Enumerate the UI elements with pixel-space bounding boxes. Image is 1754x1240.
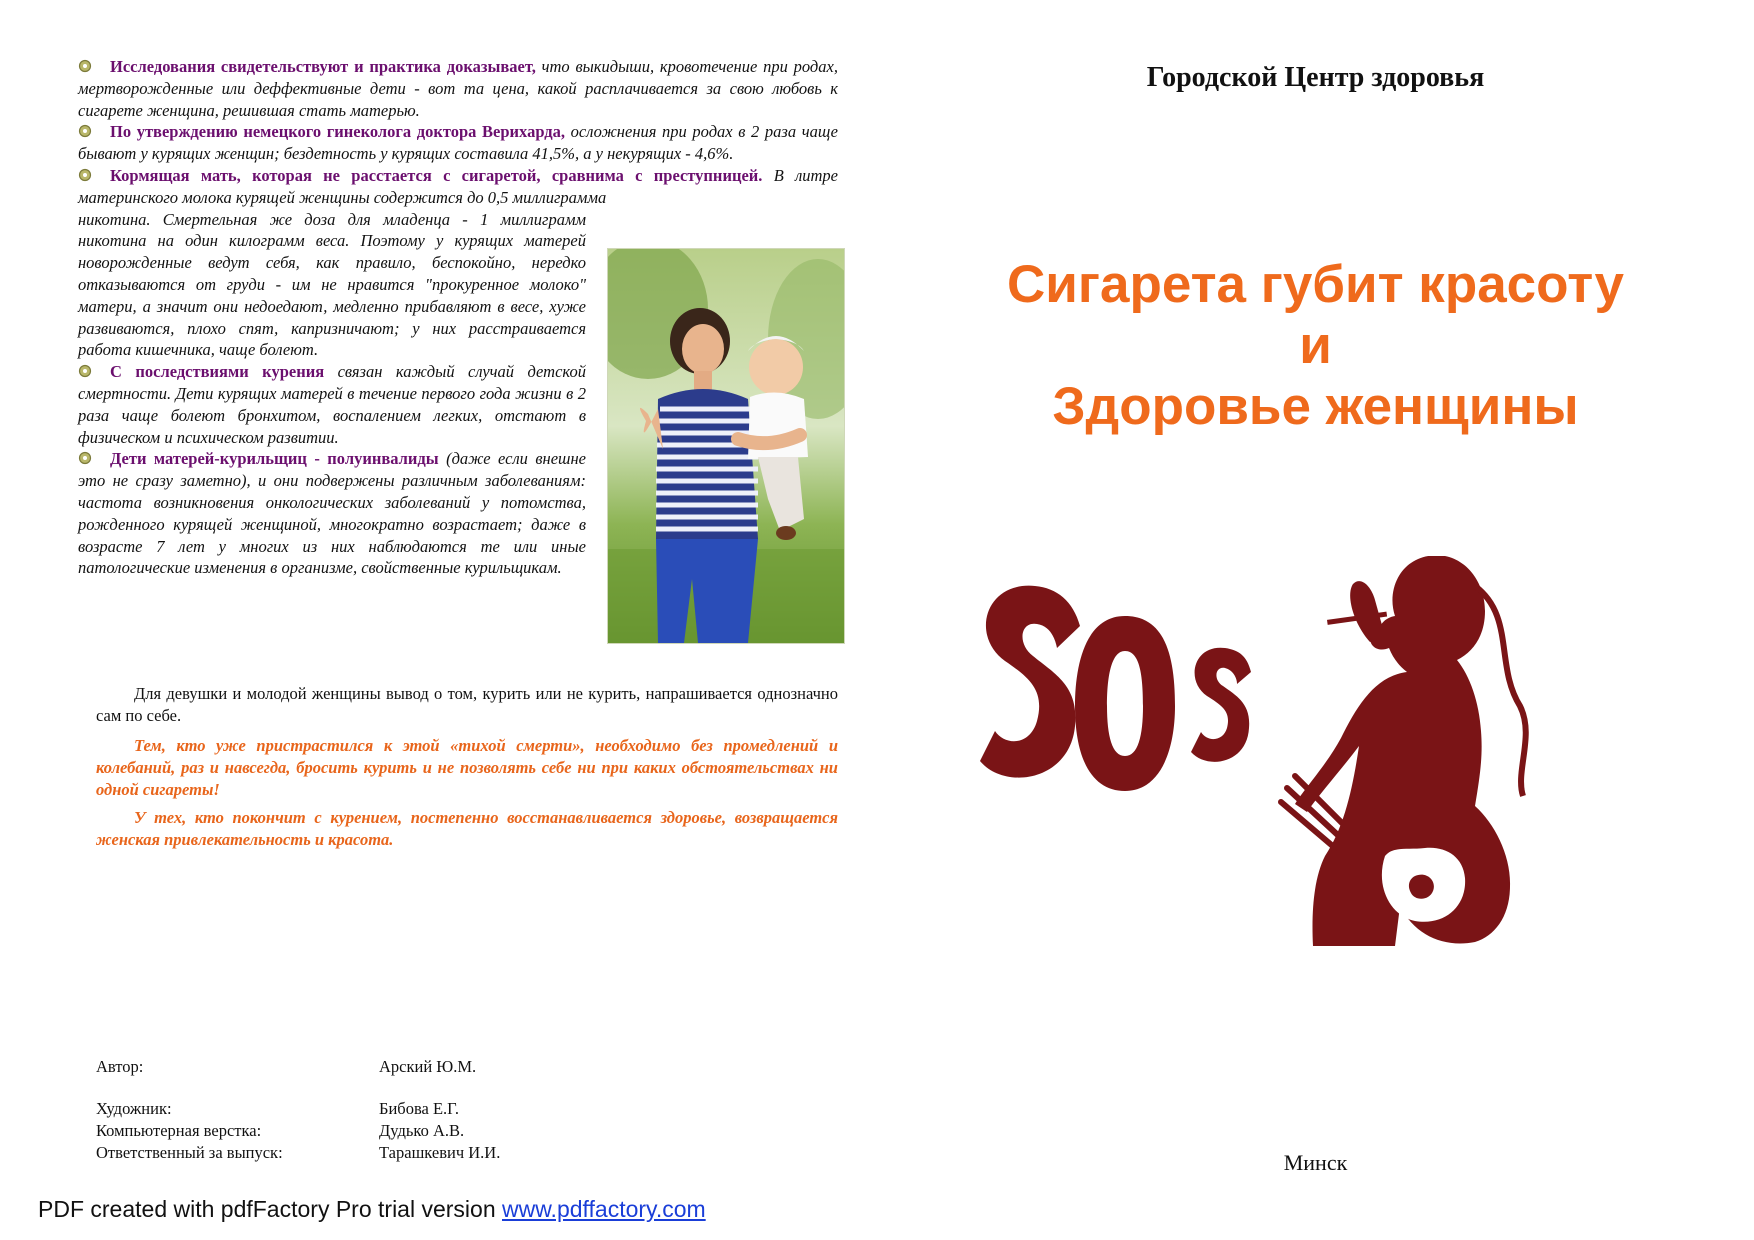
title-line: и <box>1299 316 1332 375</box>
credit-value: Арский Ю.М. <box>379 1057 477 1076</box>
mother-child-illustration <box>608 249 844 643</box>
credits-block <box>96 1056 736 1164</box>
bullet-marker-icon <box>78 168 92 182</box>
bullet-marker-icon <box>78 451 92 465</box>
credit-row <box>96 1142 736 1164</box>
credit-label: Ответственный за выпуск: <box>96 1143 283 1162</box>
bullet-marker-icon <box>78 364 92 378</box>
footer-text: PDF created with pdfFactory Pro trial version <box>38 1196 502 1222</box>
mother-child-photo <box>607 248 845 644</box>
sos-logo <box>975 556 1535 1006</box>
pdffactory-link[interactable]: www.pdffactory.com <box>502 1196 706 1222</box>
credit-label: Компьютерная верстка: <box>96 1121 262 1140</box>
appeal-paragraph-2: У тех, кто покончит с курением, постепенно восстанавливается здоровье, возвращается женская привлекательность и красота. <box>96 807 838 849</box>
title-line: Здоровье женщины <box>1052 377 1579 436</box>
bullet-text: (даже если внешне это не сразу заметно), и они подвержены различным заболеваниям: частота возникновения онкологических заболеваний у потомства, рожденного курящей женщиной, многократно возрастает; даже в возрасте 7 лет у многих из них наблюдаются те или иные патологические изменения в организме, свойственные курильщикам. <box>78 449 587 578</box>
credit-row <box>96 1098 736 1120</box>
credit-value: Тарашкевич И.И. <box>379 1143 501 1162</box>
brochure-title <box>877 254 1754 437</box>
credit-value: Дудько А.В. <box>379 1121 465 1140</box>
credit-value: Бибова Е.Г. <box>379 1099 459 1118</box>
right-page <box>877 0 1754 1240</box>
bullet-item <box>78 165 838 209</box>
bullet-marker-icon <box>78 124 92 138</box>
bullet-continuation <box>78 209 586 362</box>
bullet-item <box>78 56 838 121</box>
bullet-text: связан каждый случай детской смертности. Дети курящих матерей в течение первого года жизни в 2 раза чаще болеют бронхитом, воспалением легких, отстают в физическом и психическом развитии. <box>78 362 586 447</box>
bullet-item <box>78 121 838 165</box>
credit-label: Художник: <box>96 1099 172 1118</box>
pdf-footer <box>38 1196 706 1223</box>
bullet-item <box>78 361 586 448</box>
credit-label: Автор: <box>96 1057 144 1076</box>
credit-row <box>96 1056 736 1078</box>
appeal-paragraph-1: Тем, кто уже пристрастился к этой «тихой смерти», необходимо без промедлений и колебаний, раз и навсегда, бросить курить и не позволять себе ни при каких обстоятельствах ни одной сигареты! <box>96 735 838 799</box>
sos-smoking-woman-art <box>975 556 1535 1006</box>
conclusion-paragraph: Для девушки и молодой женщины вывод о том, курить или не курить, напрашивается однозначно сам по себе. <box>96 683 838 725</box>
bullet-text: осложнения при родах в 2 раза чаще бывают у курящих женщин; бездетность у курящих составила 41,5%, а у некурящих - 4,6%. <box>78 122 839 164</box>
bullet-marker-icon <box>78 59 92 73</box>
bullet-lead: Дети матерей-курильщиц - полуинвалиды <box>110 449 439 469</box>
bullet-lead: С последствиями курения <box>110 362 325 382</box>
organization-name: Городской Центр здоровья <box>1146 62 1485 93</box>
bullet-lead: Исследования свидетельствуют и практика доказывает, <box>110 57 536 76</box>
title-line: Сигарета губит красоту <box>1007 255 1624 314</box>
bullet-text: никотина. Смертельная же доза для младенца - 1 миллиграмм никотина на один килограмм веса. Поэтому у курящих матерей новорожденные ведут себя, как правило, беспокойно, нередко отказываются от груди - им не нравится "прокуренное молоко" матери, а значит они недоедают, медленно прибавляют в весе, хуже развиваются, плохо спят, капризничают; у них расстраивается работа кишечника, чаще болеют. <box>78 209 586 360</box>
credit-row <box>96 1120 736 1142</box>
city-name: Минск <box>1283 1150 1348 1175</box>
bullet-text: что выкидыши, кровотечение при родах, мертворожденные или деффективные дети - вот та цена, какой расплачивается за свою любовь к сигарете женщина, решившая стать матерью. <box>78 57 838 120</box>
bullet-text: В литре материнского молока курящей женщины содержится до 0,5 миллиграмма <box>78 165 839 207</box>
bullet-item <box>78 448 586 579</box>
bullet-lead: По утверждению немецкого гинеколога доктора Верихарда, <box>110 122 566 142</box>
bullet-lead: Кормящая мать, которая не расстается с сигаретой, сравнима с преступницей. <box>110 165 763 185</box>
